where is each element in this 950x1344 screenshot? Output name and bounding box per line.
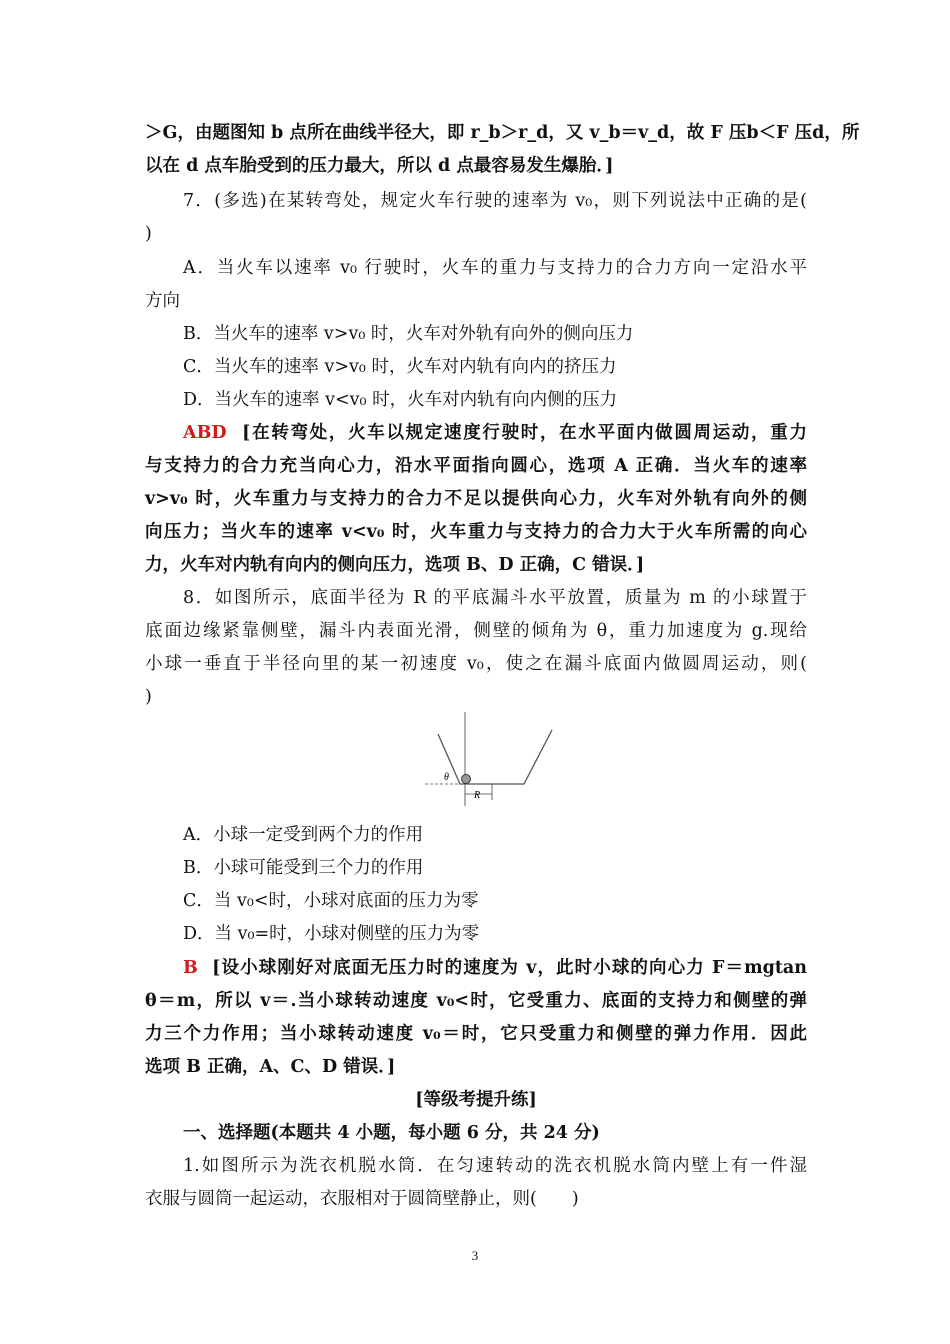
funnel-outline <box>438 730 552 784</box>
q7-explanation-4: 向压力；当火车的速率 v<v₀ 时，火车重力与支持力的合力大于火车所需的向心 <box>145 522 807 542</box>
funnel-diagram <box>420 708 560 808</box>
section-subheading: 一、选择题(本题共 4 小题，每小题 6 分，共 24 分) <box>183 1123 600 1143</box>
q8-option-c: C．当 v₀<时，小球对底面的压力为零 <box>183 891 479 911</box>
q7-option-a: A．当火车以速率 v₀ 行驶时，火车的重力与支持力的合力方向一定沿水平 <box>183 258 807 278</box>
q8-stem-4: ) <box>145 687 152 707</box>
q8-explanation-4: 选项 B 正确，A、C、D 错误．] <box>145 1057 396 1077</box>
q7-explanation-5: 力，火车对内轨有向内的侧向压力，选项 B、D 正确，C 错误．] <box>145 555 645 575</box>
radius-label: R <box>474 790 481 801</box>
text-line-1: ＞G，由题图知 b 点所在曲线半径大，即 r_b＞r_d，又 v_b＝v_d，故 F 压b＜F 压d，所 <box>145 123 860 143</box>
q7-stem-cont: ) <box>145 224 152 244</box>
q1-stem-2: 衣服与圆筒一起运动，衣服相对于圆筒壁静止，则( ) <box>145 1189 579 1209</box>
q8-explanation-1 <box>183 955 807 981</box>
page-number: 3 <box>471 1248 479 1263</box>
q7-option-d: D．当火车的速率 v<v₀ 时，火车对内轨有向内侧的压力 <box>183 390 618 410</box>
q1-stem-1: 1.如图所示为洗衣机脱水筒．在匀速转动的洗衣机脱水筒内壁上有一件湿 <box>183 1156 807 1176</box>
q7-answer: ABD <box>183 423 227 443</box>
q7-option-c: C．当火车的速率 v>v₀ 时，火车对内轨有向内的挤压力 <box>183 357 617 377</box>
q8-option-b: B．小球可能受到三个力的作用 <box>183 858 424 878</box>
q8-answer: B <box>183 958 198 978</box>
q8-stem-1: 8．如图所示，底面半径为 R 的平底漏斗水平放置，质量为 m 的小球置于 <box>183 588 807 608</box>
theta-label: θ <box>444 772 449 783</box>
text-line-2: 以在 d 点车胎受到的压力最大，所以 d 点最容易发生爆胎．] <box>145 156 614 176</box>
section-heading: [等级考提升练] <box>415 1090 537 1110</box>
q8-explanation-2: θ＝m，所以 v＝.当小球转动速度 v₀<时，它受重力、底面的支持力和侧壁的弹 <box>145 991 807 1011</box>
q8-option-d: D．当 v₀=时，小球对侧壁的压力为零 <box>183 924 480 944</box>
q7-stem: 7．(多选)在某转弯处，规定火车行驶的速率为 v₀，则下列说法中正确的是( <box>183 191 807 211</box>
q8-stem-3: 小球一垂直于半径向里的某一初速度 v₀，使之在漏斗底面内做圆周运动，则( <box>145 654 807 674</box>
q7-option-a-cont: 方向 <box>145 291 180 311</box>
q7-explanation-2: 与支持力的合力充当向心力，沿水平面指向圆心，选项 A 正确．当火车的速率 <box>145 456 807 476</box>
q7-option-b: B．当火车的速率 v>v₀ 时，火车对外轨有向外的侧向压力 <box>183 324 634 344</box>
q8-explanation-3: 力三个力作用；当小球转动速度 v₀＝时，它只受重力和侧壁的弹力作用．因此 <box>145 1024 807 1044</box>
q7-explanation-text: [在转弯处，火车以规定速度行驶时，在水平面内做圆周运动，重力 <box>242 423 808 443</box>
q8-stem-2: 底面边缘紧靠侧壁，漏斗内表面光滑，侧壁的倾角为 θ，重力加速度为 g.现给 <box>145 621 807 641</box>
ball <box>462 775 471 784</box>
q8-explanation-text: [设小球刚好对底面无压力时的速度为 v，此时小球的向心力 F＝mgtan <box>212 958 807 978</box>
q8-option-a: A．小球一定受到两个力的作用 <box>183 825 424 845</box>
q7-explanation-3: v>v₀ 时，火车重力与支持力的合力不足以提供向心力，火车对外轨有向外的侧 <box>145 489 807 509</box>
q7-explanation-1 <box>183 420 807 446</box>
